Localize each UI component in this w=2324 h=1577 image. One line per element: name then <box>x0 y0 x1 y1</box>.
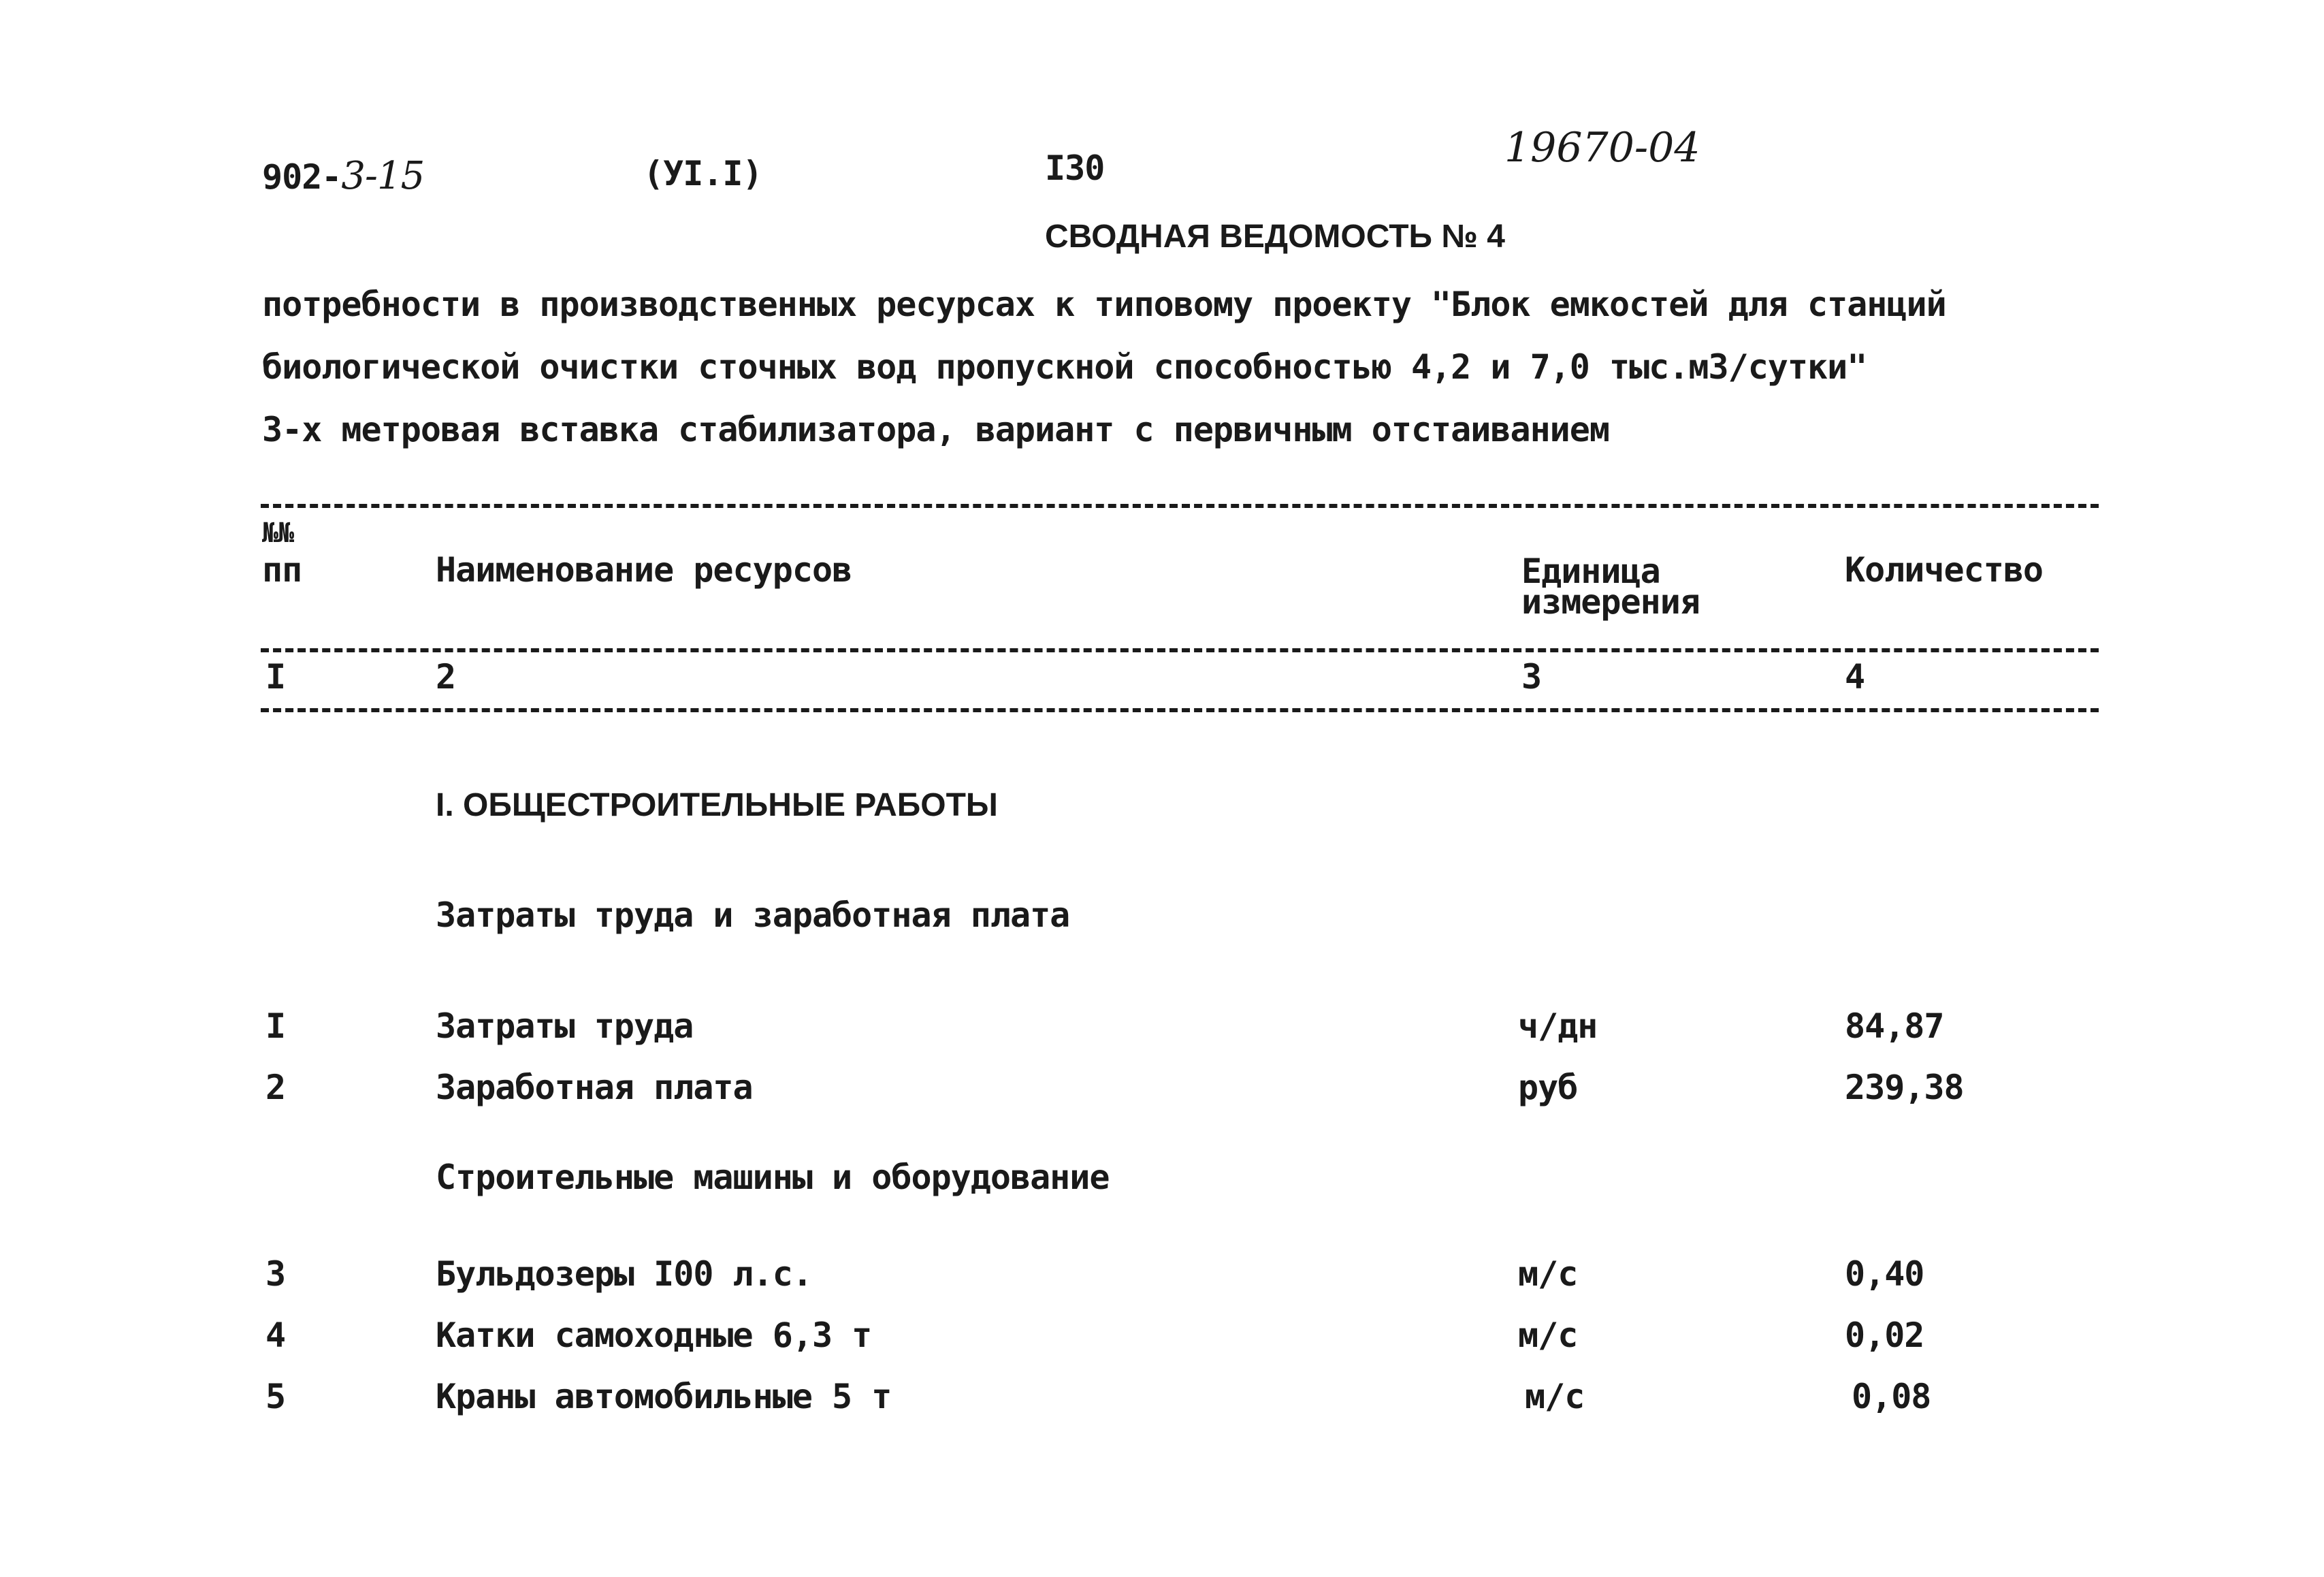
row-unit: ч/дн <box>1518 1006 1598 1046</box>
row-num: 3 <box>265 1254 286 1294</box>
row-qty: 0,02 <box>1845 1316 1924 1355</box>
column-number-3: 3 <box>1521 657 1542 697</box>
header-num-line1: №№ <box>262 517 294 549</box>
handwritten-stamp: 19670-04 <box>1504 124 1700 172</box>
header-num-line2: пп <box>262 550 302 590</box>
row-num: I <box>265 1006 286 1046</box>
row-name: Бульдозеры I00 л.с. <box>436 1254 812 1294</box>
row-name: Заработная плата <box>436 1068 753 1107</box>
row-qty: 0,08 <box>1852 1377 1931 1416</box>
subtitle-line-1: потребности в производственных ресурсах к типовому проекту "Блок емкостей для станций <box>262 285 1946 324</box>
table-header-rule <box>261 648 2099 652</box>
header-qty: Количество <box>1845 550 2044 590</box>
row-qty: 84,87 <box>1845 1006 1944 1046</box>
table-numbers-rule <box>261 708 2099 712</box>
group-title-machines: Строительные машины и оборудование <box>436 1158 1110 1197</box>
subtitle-line-2: биологической очистки сточных вод пропускной способностью 4,2 и 7,0 тыс.м3/сутки" <box>262 347 1867 387</box>
row-num: 5 <box>265 1377 286 1416</box>
column-number-1: I <box>265 657 286 697</box>
subtitle-line-3: 3-х метровая вставка стабилизатора, вариант с первичным отстаиванием <box>262 410 1609 449</box>
document-title: СВОДНАЯ ВЕДОМОСТЬ № 4 <box>1045 219 1505 255</box>
section-code: (УI.I) <box>643 154 762 193</box>
group-title-labor: Затраты труда и заработная плата <box>436 895 1070 935</box>
header-unit-line2: измерения <box>1521 582 1700 622</box>
row-name: Затраты труда <box>436 1006 694 1046</box>
column-number-2: 2 <box>436 657 456 697</box>
row-name: Краны автомобильные 5 т <box>436 1377 892 1416</box>
section-title: I. ОБЩЕСТРОИТЕЛЬНЫЕ РАБОТЫ <box>436 787 998 823</box>
row-unit: м/с <box>1525 1377 1585 1416</box>
header-name: Наименование ресурсов <box>436 550 852 590</box>
table-top-rule <box>261 504 2099 508</box>
page-number: I30 <box>1045 148 1105 188</box>
document-code-handwritten: 3-15 <box>341 154 425 198</box>
row-num: 2 <box>265 1068 286 1107</box>
row-qty: 239,38 <box>1845 1068 1964 1107</box>
document-code <box>262 154 424 198</box>
row-num: 4 <box>265 1316 286 1355</box>
row-unit: руб <box>1518 1068 1578 1107</box>
column-number-4: 4 <box>1845 657 1865 697</box>
row-qty: 0,40 <box>1845 1254 1924 1294</box>
header-unit-line1: Единица <box>1521 552 1660 591</box>
row-unit: м/с <box>1518 1254 1578 1294</box>
document-code-prefix: 902- <box>262 157 342 197</box>
row-name: Катки самоходные 6,3 т <box>436 1316 872 1355</box>
row-unit: м/с <box>1518 1316 1578 1355</box>
